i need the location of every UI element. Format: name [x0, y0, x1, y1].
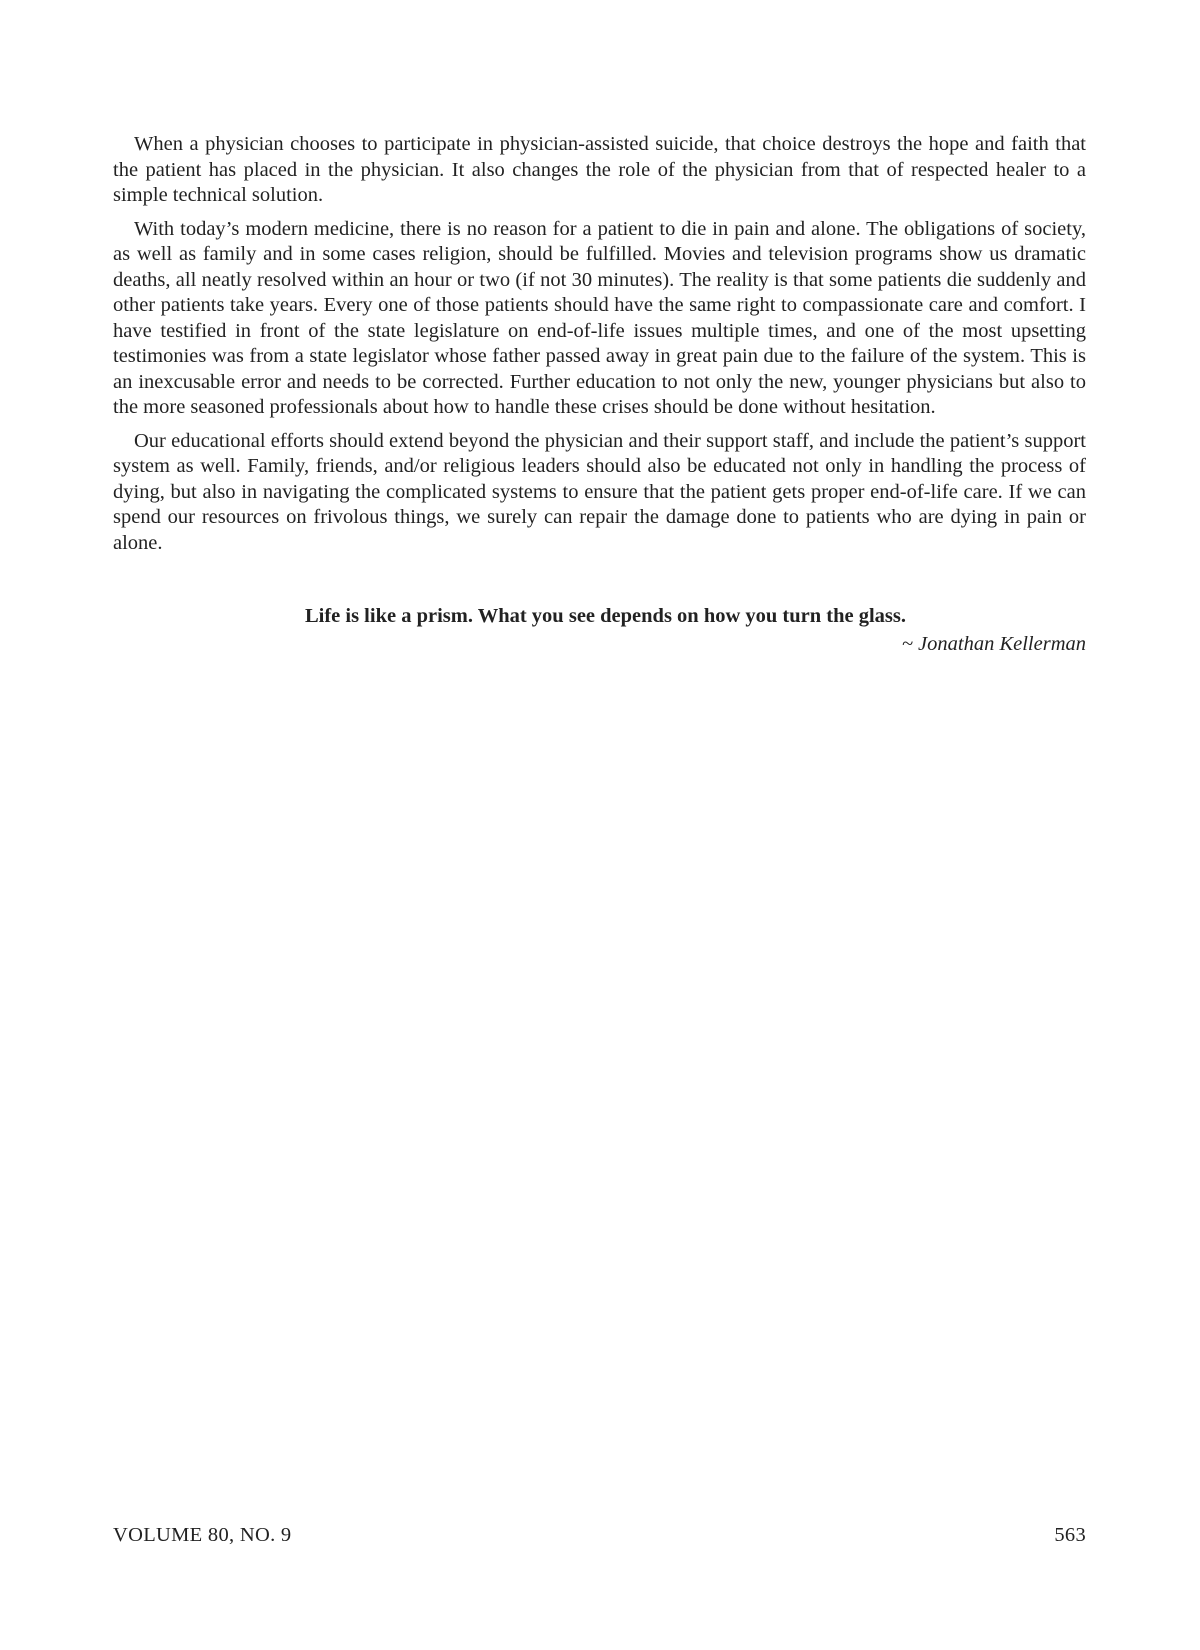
quote-text: Life is like a prism. What you see depends on how you turn the glass. — [304, 605, 907, 627]
paragraph-1: When a physician chooses to participate in physician-assisted suicide, that choice destroys the hope and faith that the patient has placed in the physician. It also changes the role of the physician from that of respected healer to a simple technical solution. — [113, 133, 1086, 206]
page-footer — [113, 1523, 1086, 1547]
quote-author: ~ Jonathan Kellerman — [901, 633, 1086, 655]
article-body — [113, 132, 1086, 564]
quote-block — [113, 604, 1086, 657]
page-number: 563 — [1054, 1524, 1086, 1546]
paragraph-3: Our educational efforts should extend beyond the physician and their support staff, and include the patient’s support system as well. Family, friends, and/or religious leaders should also be educated not only in handling the process of dying, but also in navigating the complicated systems to ensure that the patient gets proper end-of-life care. If we can spend our resources on frivolous things, we surely can repair the damage done to patients who are dying in pain or alone. — [113, 429, 1086, 554]
volume-label: VOLUME 80, NO. 9 — [113, 1524, 292, 1546]
paragraph-2: With today’s modern medicine, there is no reason for a patient to die in pain and alone. The obligations of society, as well as family and in some cases religion, should be fulfilled. Movies and television programs show us dramatic deaths, all neatly resolved within an hour or two (if not 30 minutes). The reality is that some patients die suddenly and other patients take years. Every one of those patients should have the same right to compassionate care and comfort. I have testified in front of the state legislature on end-of-life issues multiple times, and one of the most upsetting testimonies was from a state legislator whose father passed away in great pain due to the failure of the system. This is an inexcusable error and needs to be corrected. Further education to not only the new, younger physicians but also to the more seasoned professionals about how to handle these crises should be done without hesitation. — [113, 217, 1086, 418]
